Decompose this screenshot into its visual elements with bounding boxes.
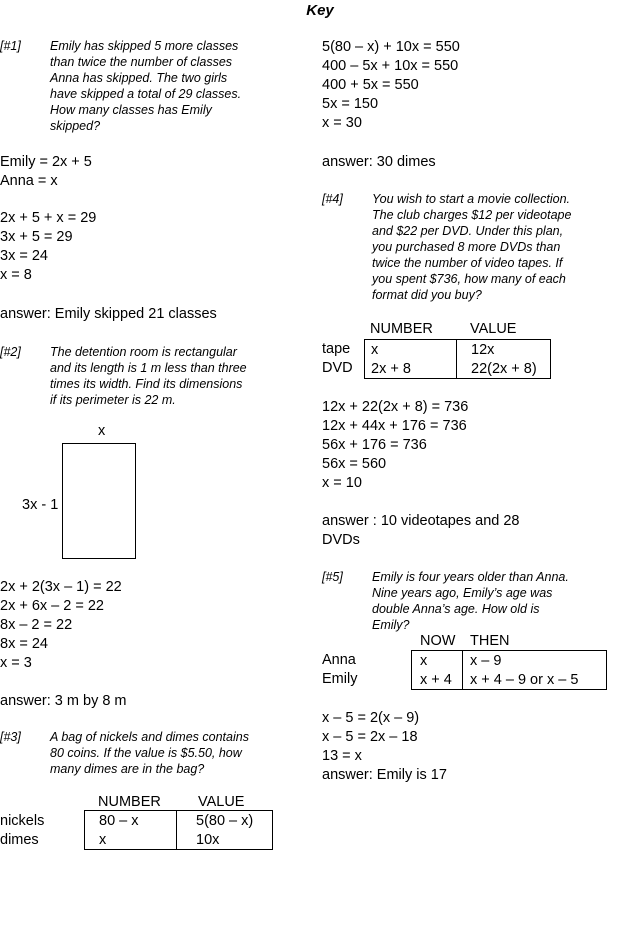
- problem-1-work: [0, 209, 96, 285]
- work-line: 56x + 176 = 736: [322, 437, 427, 453]
- problem-1-statement: [0, 38, 300, 138]
- rectangle-length-label: 3x - 1: [22, 497, 59, 513]
- problem-5-text-line: Emily?: [372, 618, 410, 632]
- work-line: x = 30: [322, 115, 362, 131]
- work-line: x – 5 = 2x – 18: [322, 729, 418, 745]
- problem-1-text-line: Emily has skipped 5 more classes: [50, 39, 239, 53]
- table-cell: 12x: [471, 342, 495, 358]
- work-line: 5x = 150: [322, 96, 379, 112]
- table-divider: [456, 340, 457, 378]
- definition-line: Emily = 2x + 5: [0, 154, 92, 170]
- problem-4-text-line: and $22 per DVD. Under this plan,: [372, 224, 564, 238]
- work-line: 8x = 24: [0, 636, 48, 652]
- table-cell: x: [420, 653, 428, 669]
- table-cell: 2x + 8: [371, 361, 411, 377]
- work-line: 400 + 5x = 550: [322, 77, 419, 93]
- problem-1-text-line: than twice the number of classes: [50, 55, 233, 69]
- problem-3-work: [322, 38, 460, 133]
- problem-4-work: [322, 398, 468, 493]
- problem-2-number: [#2]: [0, 345, 21, 359]
- problem-5-work: [322, 709, 447, 785]
- work-line: x – 5 = 2(x – 9): [322, 710, 420, 726]
- work-line: 13 = x: [322, 748, 362, 764]
- problem-3-number: [#3]: [0, 730, 21, 744]
- table-cell: 5(80 – x): [196, 813, 254, 829]
- table-cell: x – 9: [470, 653, 502, 669]
- column-header-now: NOW: [420, 633, 456, 649]
- problem-4-text-line: you purchased 8 more DVDs than: [372, 240, 561, 254]
- age-table: [322, 633, 612, 693]
- problem-4-number: [#4]: [322, 192, 343, 206]
- problem-2-work: [0, 578, 122, 673]
- column-header-value: VALUE: [470, 321, 517, 337]
- work-line: 3x = 24: [0, 248, 48, 264]
- problem-1-text-line: How many classes has Emily: [50, 103, 212, 117]
- row-label-emily: Emily: [322, 671, 358, 687]
- work-line: x = 8: [0, 267, 32, 283]
- answer-line: DVDs: [322, 532, 360, 548]
- problem-4-text-line: You wish to start a movie collection.: [372, 192, 571, 206]
- problem-1-definitions: [0, 153, 92, 191]
- table-divider: [176, 811, 177, 849]
- problem-1-answer: answer: Emily skipped 21 classes: [0, 306, 217, 322]
- problem-1-text-line: skipped?: [50, 119, 101, 133]
- problem-3-text-line: A bag of nickels and dimes contains: [50, 730, 249, 744]
- work-line: 2x + 5 + x = 29: [0, 210, 97, 226]
- work-line: 2x + 2(3x – 1) = 22: [0, 579, 122, 595]
- problem-2-answer: answer: 3 m by 8 m: [0, 693, 127, 709]
- problem-3-statement: [0, 729, 300, 781]
- problem-5-text-line: double Anna’s age. How old is: [372, 602, 540, 616]
- answer-line: answer: Emily is 17: [322, 767, 447, 783]
- problem-2-text-line: and its length is 1 m less than three: [50, 361, 247, 375]
- row-label-dimes: dimes: [0, 832, 39, 848]
- problem-2-text-line: The detention room is rectangular: [50, 345, 237, 359]
- table-cell: 22(2x + 8): [471, 361, 537, 377]
- table-cell: x: [371, 342, 379, 358]
- column-header-then: THEN: [470, 633, 510, 649]
- column-header-number: NUMBER: [370, 321, 433, 337]
- page-title: Key: [306, 2, 334, 19]
- table-cell: x: [99, 832, 107, 848]
- problem-4-text-line: twice the number of video tapes. If: [372, 256, 563, 270]
- room-rectangle-diagram: [62, 443, 136, 559]
- problem-3-text-line: 80 coins. If the value is $5.50, how: [50, 746, 242, 760]
- problem-4-text-line: you spent $736, how many of each: [372, 272, 566, 286]
- definition-line: Anna = x: [0, 173, 58, 189]
- coin-table-grid: [84, 810, 273, 850]
- problem-5-statement: [322, 569, 632, 637]
- age-table-grid: [411, 650, 607, 690]
- work-line: x = 3: [0, 655, 32, 671]
- work-line: 2x + 6x – 2 = 22: [0, 598, 104, 614]
- work-line: 5(80 – x) + 10x = 550: [322, 39, 460, 55]
- problem-2-text-line: times its width. Find its dimensions: [50, 377, 243, 391]
- table-divider: [462, 651, 463, 689]
- problem-3-text-line: many dimes are in the bag?: [50, 762, 205, 776]
- row-label-nickels: nickels: [0, 813, 45, 829]
- problem-4-answer: [322, 512, 520, 550]
- row-label-anna: Anna: [322, 652, 356, 668]
- movie-table-grid: [364, 339, 551, 379]
- table-cell: 10x: [196, 832, 220, 848]
- problem-5-number: [#5]: [322, 570, 343, 584]
- problem-2-text-line: if its perimeter is 22 m.: [50, 393, 176, 407]
- movie-table: [322, 321, 582, 381]
- column-header-value: VALUE: [198, 794, 245, 810]
- problem-1-number: [#1]: [0, 39, 21, 53]
- rectangle-width-label: x: [98, 423, 106, 439]
- table-cell: 80 – x: [99, 813, 139, 829]
- problem-5-text-line: Nine years ago, Emily’s age was: [372, 586, 553, 600]
- table-cell: x + 4 – 9 or x – 5: [470, 672, 579, 688]
- row-label-dvd: DVD: [322, 360, 353, 376]
- problem-4-text-line: The club charges $12 per videotape: [372, 208, 572, 222]
- work-line: 56x = 560: [322, 456, 387, 472]
- work-line: 8x – 2 = 22: [0, 617, 73, 633]
- problem-4-text-line: format did you buy?: [372, 288, 482, 302]
- work-line: 12x + 22(2x + 8) = 736: [322, 399, 469, 415]
- problem-4-statement: [322, 191, 632, 307]
- problem-1-text-line: Anna has skipped. The two girls: [50, 71, 228, 85]
- problem-5-text-line: Emily is four years older than Anna.: [372, 570, 569, 584]
- problem-2-statement: [0, 344, 300, 412]
- work-line: 12x + 44x + 176 = 736: [322, 418, 467, 434]
- problem-1-text-line: have skipped a total of 29 classes.: [50, 87, 242, 101]
- work-line: x = 10: [322, 475, 362, 491]
- coin-table: [0, 794, 280, 854]
- work-line: 400 – 5x + 10x = 550: [322, 58, 459, 74]
- problem-3-answer: answer: 30 dimes: [322, 154, 436, 170]
- table-cell: x + 4: [420, 672, 452, 688]
- row-label-tape: tape: [322, 341, 351, 357]
- answer-line: answer : 10 videotapes and 28: [322, 513, 520, 529]
- column-header-number: NUMBER: [98, 794, 161, 810]
- work-line: 3x + 5 = 29: [0, 229, 73, 245]
